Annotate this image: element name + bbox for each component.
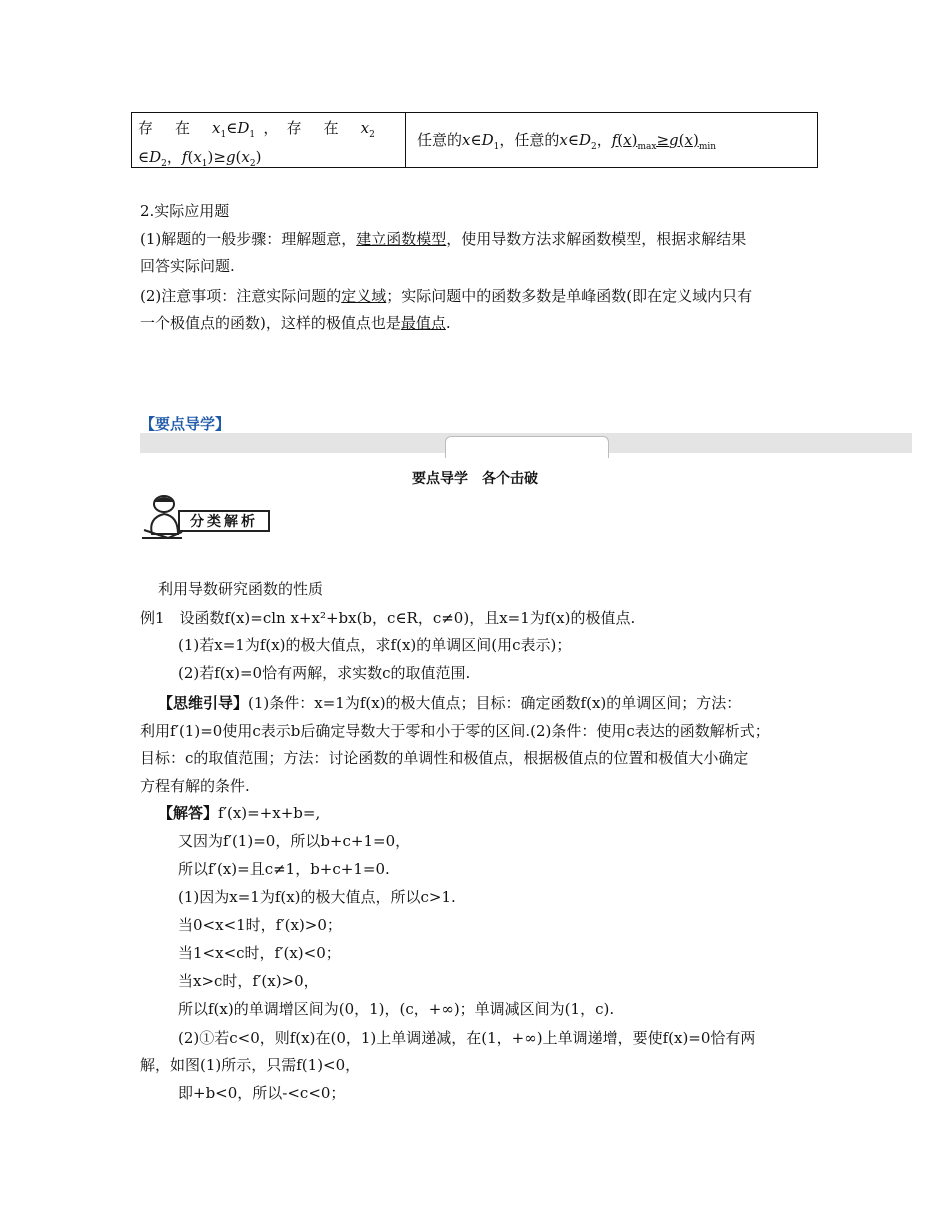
table-left-cell	[132, 113, 406, 167]
topic-title: 利用导数研究函数的性质	[158, 580, 324, 598]
thinking-guide: 【思维引导】(1)条件：x=1为f(x)的极大值点；目标：确定函数f(x)的单调区间；方法：	[158, 694, 742, 712]
answer-line-9: 解，如图(1)所示，只需f(1)<0，	[140, 1056, 361, 1074]
thinking-line-3: 目标：c的取值范围；方法：讨论函数的单调性和极值点，根据极值点的位置和极值大小确定	[140, 749, 749, 767]
section-title: 2.实际应用题	[140, 202, 230, 220]
banner-title: 要点导学 各个击破	[412, 471, 538, 487]
answer-line-1: 又因为f′(1)=0，所以b+c+1=0，	[178, 832, 411, 850]
section-p2: (2)注意事项：注意实际问题的定义域；实际问题中的函数多数是单峰函数(即在定义域内只有	[140, 287, 753, 305]
example-1: 例1 设函数f(x)=cln x+x²+bx(b，c∈R，c≠0)，且x=1为f(x)的极值点.	[140, 609, 636, 627]
answer-line-10: 即+b<0，所以-<c<0；	[178, 1084, 346, 1102]
condition-table	[131, 112, 818, 168]
answer-line-2: 所以f′(x)=且c≠1，b+c+1=0.	[178, 860, 390, 878]
category-analysis-badge: 分类解析	[178, 510, 270, 532]
thinking-line-4: 方程有解的条件.	[140, 777, 250, 795]
section-p1: (1)解题的一般步骤：理解题意，建立函数模型，使用导数方法求解函数模型，根据求解结果	[140, 230, 747, 248]
key-points-heading: 【要点导学】	[140, 415, 231, 433]
question-1: (1)若x=1为f(x)的极大值点，求f(x)的单调区间(用c表示)；	[178, 636, 572, 654]
banner-tab	[445, 436, 609, 458]
table-right-cell	[417, 113, 813, 167]
answer-line-7: 所以f(x)的单调增区间为(0，1)，(c，+∞)；单调减区间为(1，c).	[178, 1000, 615, 1018]
answer-line-6: 当x>c时，f′(x)>0，	[178, 972, 319, 990]
answer-line-3: (1)因为x=1为f(x)的极大值点，所以c>1.	[178, 888, 456, 906]
answer-start: 【解答】f′(x)=+x+b=,	[158, 804, 321, 822]
thinking-line-2: 利用f′(1)=0使用c表示b后确定导数大于零和小于零的区间.(2)条件：使用c表达的函数解析式；	[140, 722, 770, 740]
section-p2-cont: 一个极值点的函数)，这样的极值点也是最值点.	[140, 314, 451, 332]
answer-line-4: 当0<x<1时，f′(x)>0；	[178, 916, 342, 934]
right-cell-text: 任意的$x\in D_1$，任意的$x\in D_2$，$f(x)_{max}\ge g(x)_{min}$	[417, 130, 717, 152]
question-2: (2)若f(x)=0恰有两解，求实数c的取值范围.	[178, 664, 471, 682]
left-cell-text: 存在$x_1\in D_1$ ， 存在$x_2$ $\in D_2$，$f(x_1)\ge g(x_2)$	[138, 119, 375, 169]
answer-line-8: (2)①若c<0，则f(x)在(0，1)上单调递减，在(1，+∞)上单调递增，要使f(x)=0恰有两	[178, 1029, 756, 1047]
answer-line-5: 当1<x<c时，f′(x)<0；	[178, 944, 341, 962]
section-p1-cont: 回答实际问题.	[140, 257, 235, 275]
